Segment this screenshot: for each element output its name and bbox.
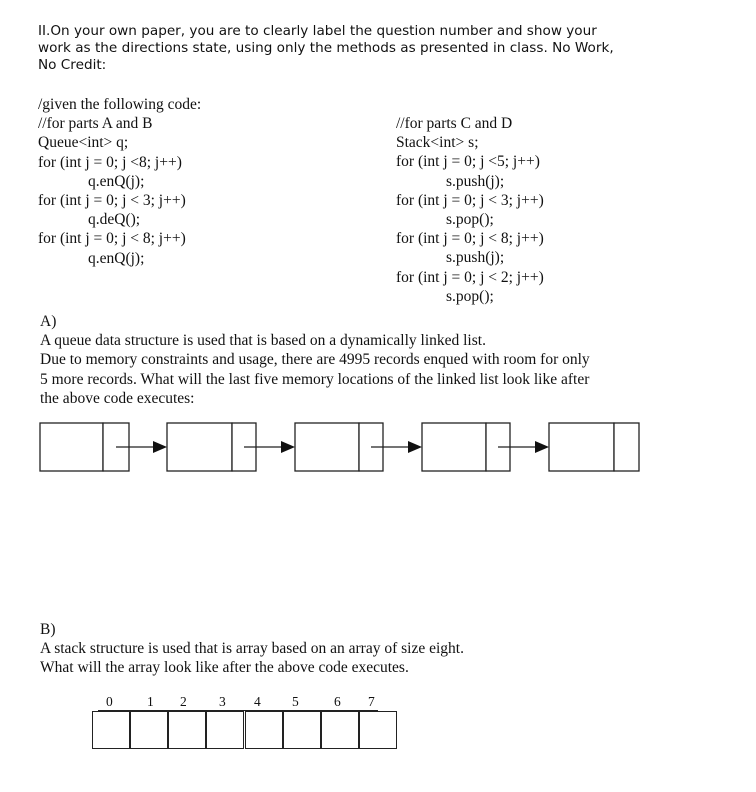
code-line: for (int j = 0; j < 8; j++) bbox=[38, 230, 186, 248]
instructions-line: No Credit: bbox=[38, 57, 107, 73]
code-line: for (int j = 0; j < 8; j++) bbox=[396, 230, 544, 248]
code-line: q.enQ(j); bbox=[88, 172, 145, 190]
code-line: s.pop(); bbox=[446, 287, 494, 305]
array-index-label: 6 bbox=[334, 694, 341, 709]
array-index-label: 4 bbox=[254, 694, 261, 709]
part-a-line: Due to memory constraints and usage, there are 4995 records enqued with room for only bbox=[40, 351, 590, 369]
array-cell-6[interactable] bbox=[321, 711, 359, 749]
code-line: q.deQ(); bbox=[88, 211, 141, 229]
code-line: s.push(j); bbox=[446, 172, 505, 190]
node-data-cell bbox=[422, 423, 486, 471]
list-node-5 bbox=[549, 423, 639, 471]
part-b-line: A stack structure is used that is array based on an array of size eight. bbox=[40, 640, 464, 658]
array-cell-5[interactable] bbox=[283, 711, 321, 749]
code-line: for (int j = 0; j < 2; j++) bbox=[396, 268, 544, 286]
code-line: for (int j = 0; j <5; j++) bbox=[396, 153, 540, 171]
node-pointer-cell bbox=[614, 423, 639, 471]
code-line: q.enQ(j); bbox=[88, 249, 145, 267]
part-a-line: the above code executes: bbox=[40, 389, 195, 407]
array-index-label: 5 bbox=[292, 694, 299, 709]
array-cell-2[interactable] bbox=[168, 711, 206, 749]
array-index-label: 2 bbox=[180, 694, 187, 709]
node-data-cell bbox=[549, 423, 614, 471]
list-node-2 bbox=[167, 423, 256, 471]
code-line: for (int j = 0; j < 3; j++) bbox=[396, 191, 544, 209]
array-cell-7[interactable] bbox=[359, 711, 397, 749]
node-data-cell bbox=[167, 423, 232, 471]
part-b-label: B) bbox=[40, 621, 56, 638]
instructions-line: work as the directions state, using only the methods as presented in class. No Work, bbox=[38, 40, 614, 56]
array-cell-1[interactable] bbox=[130, 711, 168, 749]
array-index-label: 1 bbox=[147, 694, 154, 709]
part-a-line: A queue data structure is used that is based on a dynamically linked list. bbox=[40, 332, 486, 350]
list-node-4 bbox=[422, 423, 510, 471]
code-line: s.push(j); bbox=[446, 249, 505, 267]
instructions-line: II.On your own paper, you are to clearly label the question number and show your bbox=[38, 23, 597, 39]
part-a-label: A) bbox=[40, 313, 57, 330]
array-cell-3[interactable] bbox=[206, 711, 244, 749]
code-line: Queue<int> q; bbox=[38, 134, 129, 152]
list-node-3 bbox=[295, 423, 383, 471]
code-line: for (int j = 0; j < 3; j++) bbox=[38, 192, 186, 210]
array-cell-4[interactable] bbox=[245, 711, 283, 749]
node-data-cell bbox=[295, 423, 359, 471]
part-b bbox=[40, 620, 464, 678]
code-line: Stack<int> s; bbox=[396, 134, 479, 152]
array-cell-0[interactable] bbox=[92, 711, 130, 749]
array-index-label: 7 bbox=[368, 694, 375, 709]
list-node-1 bbox=[40, 423, 129, 471]
array-index-label: 0 bbox=[106, 694, 113, 709]
code-line: for (int j = 0; j <8; j++) bbox=[38, 153, 182, 171]
part-b-line: What will the array look like after the above code executes. bbox=[40, 659, 409, 677]
part-a-line: 5 more records. What will the last five memory locations of the linked list look like after bbox=[40, 370, 590, 388]
code-line: s.pop(); bbox=[446, 211, 494, 229]
array-index-label: 3 bbox=[219, 694, 226, 709]
code-line: //for parts C and D bbox=[396, 115, 513, 132]
node-data-cell bbox=[40, 423, 103, 471]
code-line: //for parts A and B bbox=[38, 115, 153, 133]
code-line: /given the following code: bbox=[38, 96, 202, 113]
